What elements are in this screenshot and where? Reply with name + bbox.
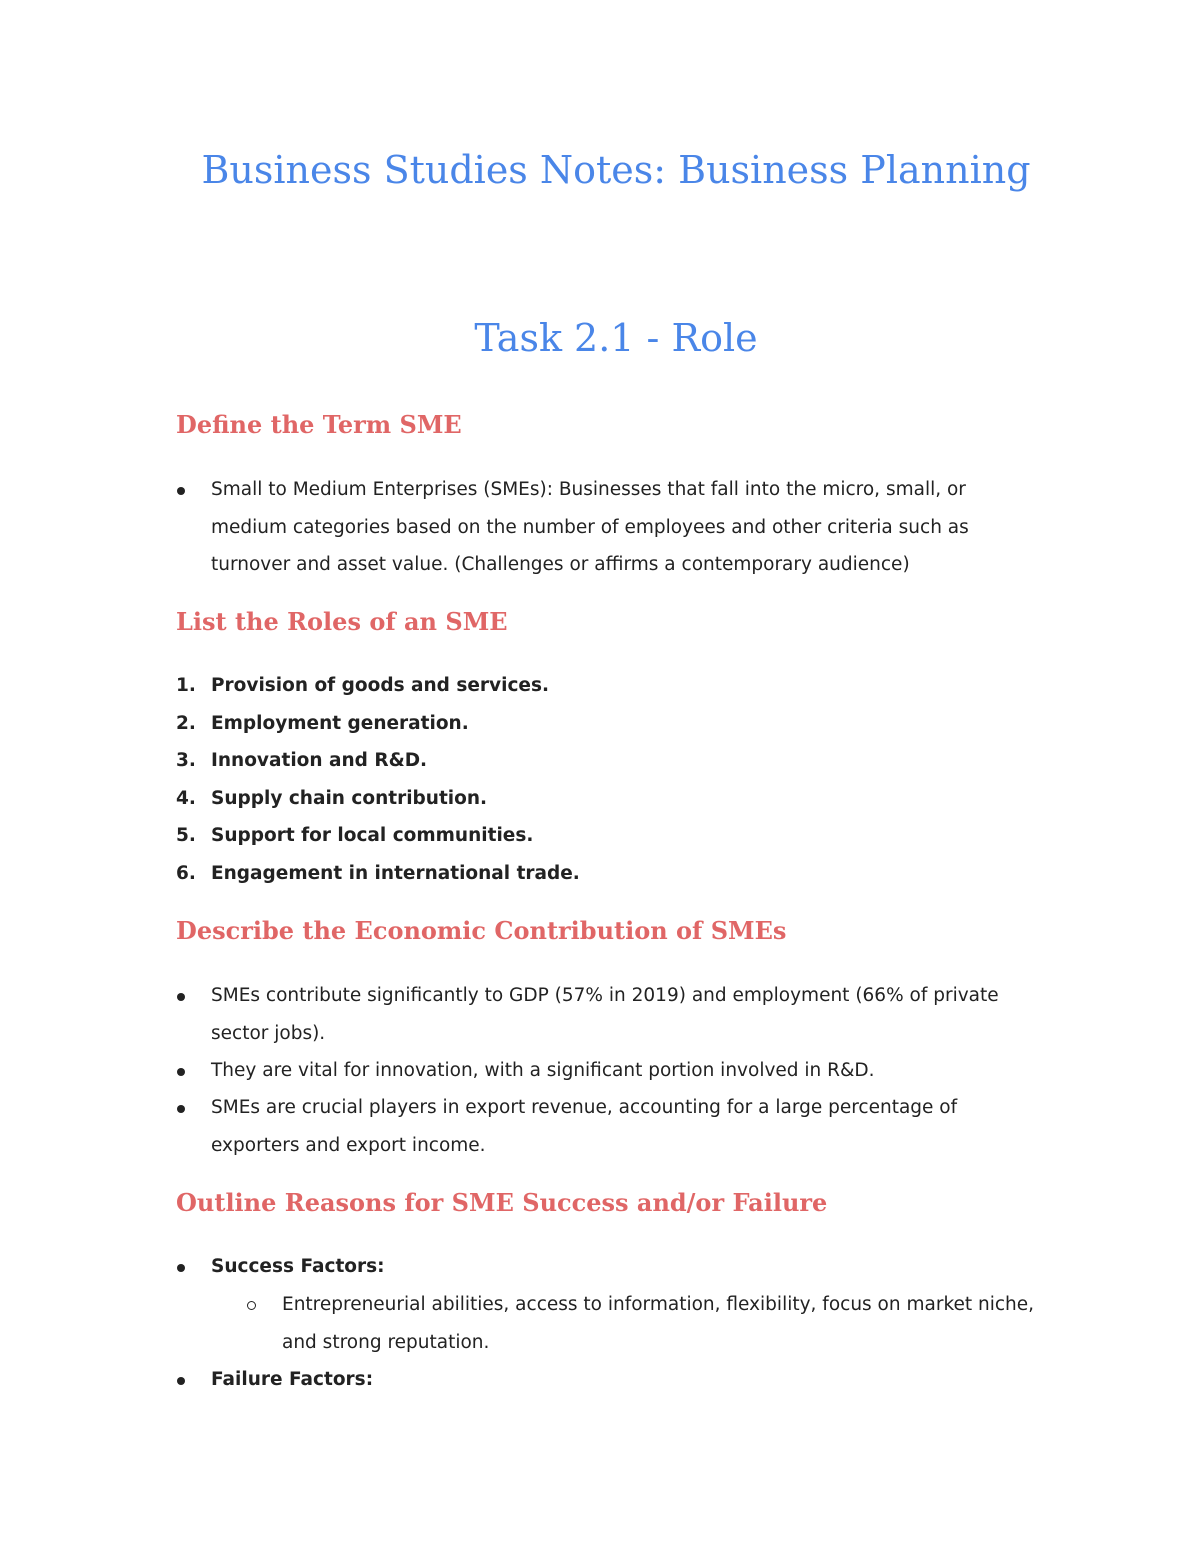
list-number: 2. — [176, 713, 196, 734]
economic-bullet: They are vital for innovation, with a significant portion involved in R&D. — [211, 1060, 875, 1081]
bullet-icon — [177, 1105, 185, 1113]
hollow-bullet-icon — [247, 1301, 256, 1310]
list-number: 5. — [176, 825, 196, 846]
document-title: Business Studies Notes: Business Planning — [201, 148, 1031, 192]
list-number: 6. — [176, 863, 196, 884]
role-item: Support for local communities. — [211, 825, 534, 846]
role-item: Engagement in international trade. — [211, 863, 580, 884]
bullet-icon — [177, 1377, 185, 1385]
failure-factors-label: Failure Factors: — [211, 1369, 374, 1390]
role-item: Innovation and R&D. — [211, 750, 428, 771]
bullet-icon — [177, 487, 185, 495]
list-number: 1. — [176, 675, 196, 696]
section-heading-define: Define the Term SME — [176, 410, 462, 439]
economic-bullet: SMEs contribute significantly to GDP (57% in 2019) and employment (66% of private sector jobs). — [211, 985, 999, 1044]
bullet-icon — [177, 1068, 185, 1076]
list-number: 3. — [176, 750, 196, 771]
success-factors-text: Entrepreneurial abilities, access to information, flexibility, focus on market niche, and strong reputation. — [282, 1294, 1035, 1353]
success-factors-label: Success Factors: — [211, 1256, 385, 1277]
bullet-icon — [177, 993, 185, 1001]
role-item: Supply chain contribution. — [211, 788, 488, 809]
definition-text: Small to Medium Enterprises (SMEs): Businesses that fall into the micro, small, or medium categories based on the number of employees and other criteria such as turnover and asset value. (Challenges or affirms a contemporary audience) — [211, 479, 969, 575]
section-heading-economic: Describe the Economic Contribution of SMEs — [176, 916, 787, 945]
role-item: Provision of goods and services. — [211, 675, 549, 696]
role-item: Employment generation. — [211, 713, 469, 734]
task-title: Task 2.1 - Role — [474, 316, 758, 360]
economic-bullet: SMEs are crucial players in export revenue, accounting for a large percentage of exporters and export income. — [211, 1097, 958, 1156]
section-heading-roles: List the Roles of an SME — [176, 607, 508, 636]
bullet-icon — [177, 1264, 185, 1272]
section-heading-success-failure: Outline Reasons for SME Success and/or Failure — [176, 1188, 828, 1217]
list-number: 4. — [176, 788, 196, 809]
